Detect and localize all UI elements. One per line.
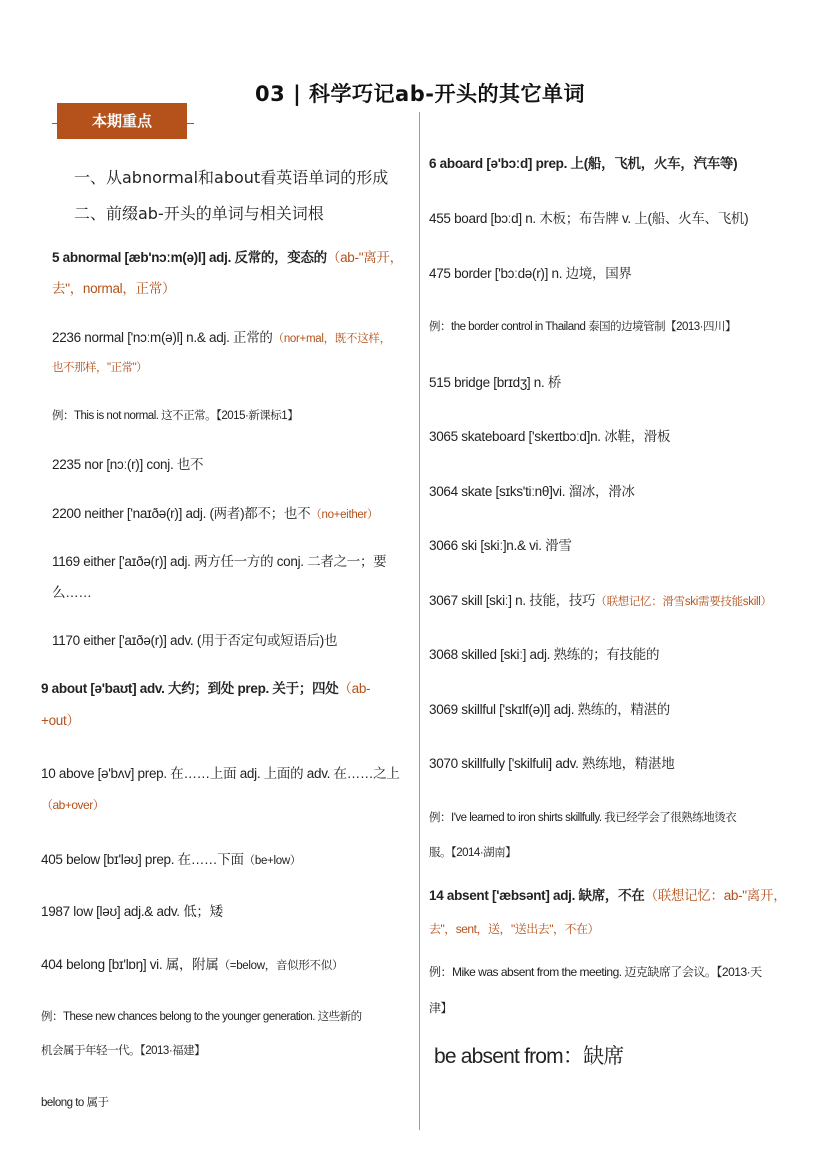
column-divider	[419, 112, 420, 1130]
phrase-be-absent-from: be absent from：缺席	[434, 1045, 624, 1068]
example-absent: 例：Mike was absent from the meeting. 迈克缺席了会议。【2013·天	[429, 965, 762, 979]
entry-normal-note-cont: 也不那样，"正常"）	[52, 362, 148, 374]
entry-neither	[52, 502, 378, 522]
example-border: 例：the border control in Thailand 泰国的边境管制【2013·四川】	[429, 321, 736, 333]
example-belong: 例：These new chances belong to the younger generation. 这些新的	[41, 1011, 362, 1023]
entry-absent	[429, 884, 786, 904]
entry-normal-note: （nor+mal，既不这样，	[272, 333, 391, 345]
entry-skate: 3064 skate [sɪks'tiːnθ]vi. 溜冰，滑冰	[429, 484, 635, 499]
entry-belong	[41, 953, 343, 973]
example-belong-cont: 机会属于年轻一代。【2013·福建】	[41, 1045, 206, 1057]
entry-either-1-cont: 么……	[52, 585, 92, 600]
entry-normal-head: 2236 normal ['nɔːm(ə)l] n.& adj. 正常的	[52, 330, 273, 345]
entry-either-2: 1170 either ['aɪðə(r)] adv. (用于否定句或短语后)也	[52, 633, 338, 648]
phrase-belong-to: belong to 属于	[41, 1097, 109, 1109]
entry-border: 475 border ['bɔːdə(r)] n. 边境，国界	[429, 266, 632, 281]
entry-ski: 3066 ski [skiː]n.& vi. 滑雪	[429, 538, 572, 553]
entry-low: 1987 low [ləʊ] adj.& adv. 低；矮	[41, 904, 223, 919]
entry-absent-note: （联想记忆：ab-"离开，	[644, 888, 787, 903]
example-skillfully-cont: 服。【2014·湖南】	[429, 847, 517, 859]
entry-skillfully: 3070 skillfully ['skilfuli] adv. 熟练地，精湛地	[429, 756, 675, 771]
example-skillfully: 例：I've learned to iron shirts skillfully. 我已经学会了很熟练地烫衣	[429, 812, 737, 824]
outline-item-1: 一、从abnormal和about看英语单词的形成	[74, 168, 389, 187]
outline-item-2: 二、前缀ab-开头的单词与相关词根	[74, 204, 324, 223]
entry-about-note-cont: +out）	[41, 713, 80, 728]
entry-neither-note: （no+either）	[310, 509, 379, 521]
entry-about	[41, 677, 370, 697]
entry-belong-note: （=below，音似形不似）	[218, 960, 344, 972]
entry-below-note: （be+low）	[243, 855, 302, 867]
entry-normal	[52, 326, 391, 346]
entry-below	[41, 848, 301, 868]
entry-about-head: 9 about [ə'baʊt] adv. 大约；到处 prep. 关于；四处	[41, 681, 339, 696]
entry-below-head: 405 below [bɪ'ləʊ] prep. 在……下面	[41, 852, 244, 867]
entry-belong-head: 404 belong [bɪ'lɒŋ] vi. 属，附属	[41, 957, 219, 972]
entry-board: 455 board [bɔːd] n. 木板；布告牌 v. 上(船、火车、飞机)	[429, 211, 749, 226]
entry-bridge: 515 bridge [brɪdʒ] n. 桥	[429, 375, 562, 390]
entry-skillful: 3069 skillful ['skɪlf(ə)l] adj. 熟练的，精湛的	[429, 702, 670, 717]
entry-nor: 2235 nor [nɔː(r)] conj. 也不	[52, 457, 204, 472]
example-normal: 例：This is not normal. 这不正常。【2015·新课标1】	[52, 410, 299, 422]
entry-skilled: 3068 skilled [skiː] adj. 熟练的；有技能的	[429, 647, 660, 662]
entry-skill-head: 3067 skill [skiː] n. 技能，技巧	[429, 593, 596, 608]
entry-neither-head: 2200 neither ['naɪðə(r)] adj. (两者)都不；也不	[52, 506, 311, 521]
entry-abnormal	[52, 246, 403, 266]
entry-above-note: （ab+over）	[41, 798, 105, 812]
entry-above: 10 above [ə'bʌv] prep. 在……上面 adj. 上面的 adv. 在……之上	[41, 766, 400, 781]
example-absent-cont: 津】	[429, 1001, 453, 1015]
key-points-badge: 本期重点	[57, 103, 187, 139]
entry-absent-note-cont: 去"，sent，送，"送出去"，不在）	[429, 922, 599, 936]
entry-abnormal-head: 5 abnormal [æb'nɔːm(ə)l] adj. 反常的，变态的	[52, 250, 327, 265]
page-title: 03 | 科学巧记ab-开头的其它单词	[255, 82, 585, 106]
entry-absent-head: 14 absent ['æbsənt] adj. 缺席，不在	[429, 888, 645, 903]
entry-abnormal-note-cont: 去"，normal，正常）	[52, 281, 176, 296]
entry-skateboard: 3065 skateboard ['skeɪtbɔːd]n. 冰鞋，滑板	[429, 429, 671, 444]
entry-either-1: 1169 either ['aɪðə(r)] adj. 两方任一方的 conj. 二者之一；要	[52, 554, 387, 569]
entry-aboard: 6 aboard [ə'bɔːd] prep. 上(船，飞机，火车，汽车等)	[429, 156, 738, 171]
entry-abnormal-note: （ab-"离开，	[326, 250, 403, 265]
entry-about-note: （ab-	[338, 681, 371, 696]
entry-skill-note: （联想记忆：滑雪ski需要技能skill）	[595, 596, 772, 608]
entry-skill	[429, 589, 784, 609]
